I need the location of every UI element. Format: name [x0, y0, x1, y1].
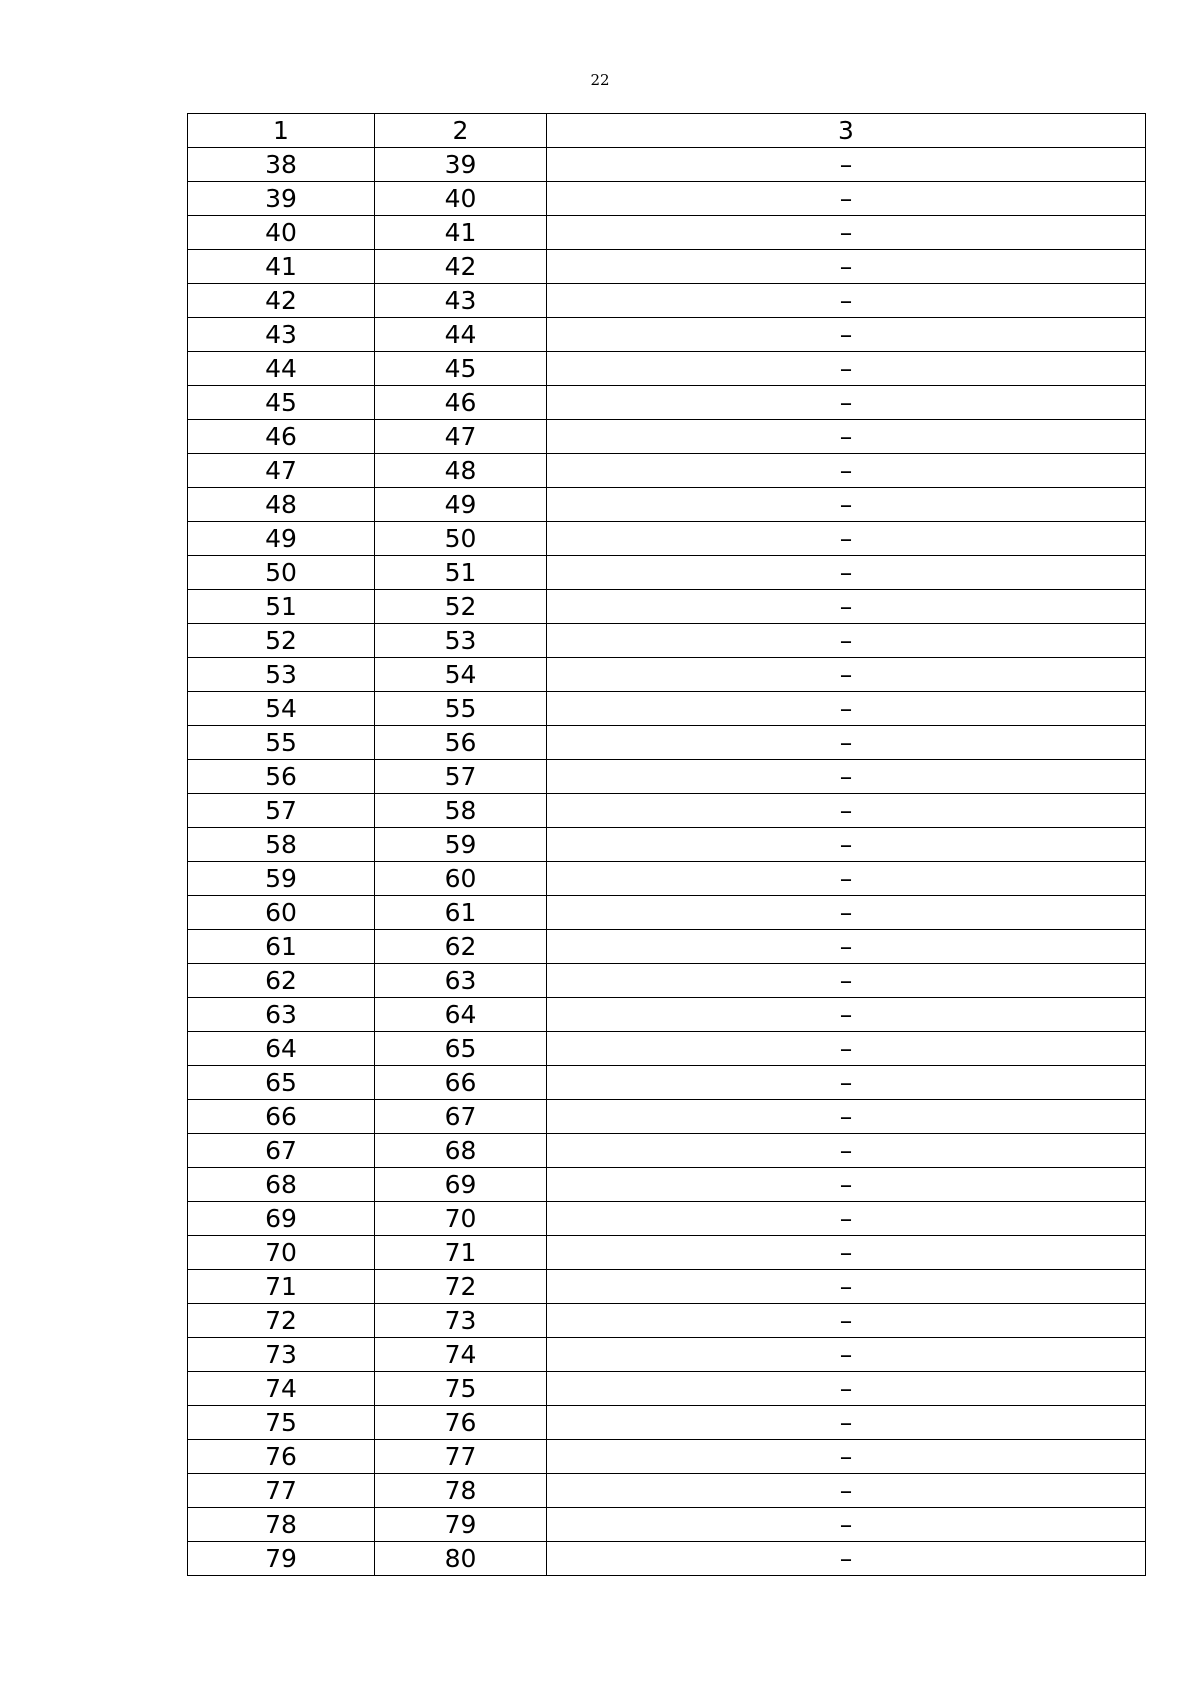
table-cell-col-3: – — [547, 862, 1146, 896]
table-cell-col-2: 64 — [375, 998, 547, 1032]
table-row — [188, 624, 1146, 658]
table-cell-col-2: 42 — [375, 250, 547, 284]
table-row — [188, 454, 1146, 488]
table-cell-col-3: – — [547, 556, 1146, 590]
table-cell-col-2: 72 — [375, 1270, 547, 1304]
table-row — [188, 1542, 1146, 1576]
table-row — [188, 998, 1146, 1032]
table-cell-col-2: 46 — [375, 386, 547, 420]
table-row — [188, 1304, 1146, 1338]
table-header-row — [188, 114, 1146, 148]
table-cell-col-2: 52 — [375, 590, 547, 624]
table-cell-col-1: 48 — [188, 488, 375, 522]
table-row — [188, 522, 1146, 556]
table-row — [188, 1440, 1146, 1474]
table-cell-col-3: – — [547, 1270, 1146, 1304]
table-cell-col-1: 53 — [188, 658, 375, 692]
table-row — [188, 1134, 1146, 1168]
table-row — [188, 1236, 1146, 1270]
table-row — [188, 1066, 1146, 1100]
table-row — [188, 658, 1146, 692]
table-cell-col-3: – — [547, 1508, 1146, 1542]
table-cell-col-1: 51 — [188, 590, 375, 624]
table-cell-col-1: 47 — [188, 454, 375, 488]
table-cell-col-3: – — [547, 1304, 1146, 1338]
table-cell-col-1: 61 — [188, 930, 375, 964]
table-cell-col-2: 71 — [375, 1236, 547, 1270]
table-row — [188, 964, 1146, 998]
table-cell-col-3: – — [547, 1406, 1146, 1440]
table-row — [188, 182, 1146, 216]
table-cell-col-2: 50 — [375, 522, 547, 556]
table-cell-col-3: – — [547, 1066, 1146, 1100]
table-cell-col-3: – — [547, 216, 1146, 250]
table-row — [188, 930, 1146, 964]
column-header-2: 2 — [375, 114, 547, 148]
table-cell-col-3: – — [547, 1100, 1146, 1134]
table-row — [188, 1100, 1146, 1134]
table-cell-col-2: 79 — [375, 1508, 547, 1542]
table-cell-col-3: – — [547, 760, 1146, 794]
table-cell-col-3: – — [547, 590, 1146, 624]
table-cell-col-2: 78 — [375, 1474, 547, 1508]
table-row — [188, 1202, 1146, 1236]
table-cell-col-2: 75 — [375, 1372, 547, 1406]
table-cell-col-3: – — [547, 318, 1146, 352]
table-cell-col-2: 47 — [375, 420, 547, 454]
table-cell-col-3: – — [547, 1372, 1146, 1406]
table-cell-col-3: – — [547, 148, 1146, 182]
table-cell-col-1: 63 — [188, 998, 375, 1032]
table-row — [188, 318, 1146, 352]
table-cell-col-1: 75 — [188, 1406, 375, 1440]
table-cell-col-1: 41 — [188, 250, 375, 284]
table-row — [188, 862, 1146, 896]
table-row — [188, 386, 1146, 420]
table-cell-col-2: 56 — [375, 726, 547, 760]
table-cell-col-2: 66 — [375, 1066, 547, 1100]
table-cell-col-2: 55 — [375, 692, 547, 726]
table-cell-col-1: 73 — [188, 1338, 375, 1372]
table-row — [188, 488, 1146, 522]
table-row — [188, 420, 1146, 454]
table-cell-col-3: – — [547, 1440, 1146, 1474]
table-cell-col-3: – — [547, 930, 1146, 964]
table-cell-col-1: 44 — [188, 352, 375, 386]
table-cell-col-3: – — [547, 488, 1146, 522]
table-cell-col-2: 59 — [375, 828, 547, 862]
table-cell-col-2: 74 — [375, 1338, 547, 1372]
table-cell-col-1: 40 — [188, 216, 375, 250]
table-row — [188, 726, 1146, 760]
table-cell-col-3: – — [547, 284, 1146, 318]
table-cell-col-1: 46 — [188, 420, 375, 454]
table-cell-col-1: 65 — [188, 1066, 375, 1100]
table-row — [188, 1474, 1146, 1508]
table-cell-col-1: 59 — [188, 862, 375, 896]
table-cell-col-2: 48 — [375, 454, 547, 488]
table-cell-col-3: – — [547, 1168, 1146, 1202]
table-cell-col-1: 71 — [188, 1270, 375, 1304]
table-cell-col-2: 68 — [375, 1134, 547, 1168]
table-row — [188, 1508, 1146, 1542]
column-header-1: 1 — [188, 114, 375, 148]
table-cell-col-3: – — [547, 726, 1146, 760]
table-cell-col-3: – — [547, 1202, 1146, 1236]
table-cell-col-2: 61 — [375, 896, 547, 930]
table-cell-col-1: 43 — [188, 318, 375, 352]
table-cell-col-3: – — [547, 794, 1146, 828]
table-cell-col-3: – — [547, 692, 1146, 726]
table-cell-col-2: 63 — [375, 964, 547, 998]
table-cell-col-2: 51 — [375, 556, 547, 590]
table-cell-col-2: 73 — [375, 1304, 547, 1338]
table-cell-col-2: 53 — [375, 624, 547, 658]
table-row — [188, 1372, 1146, 1406]
table-cell-col-2: 49 — [375, 488, 547, 522]
table-cell-col-2: 69 — [375, 1168, 547, 1202]
table-cell-col-3: – — [547, 624, 1146, 658]
table-row — [188, 590, 1146, 624]
table-row — [188, 794, 1146, 828]
table-cell-col-1: 64 — [188, 1032, 375, 1066]
table-cell-col-1: 38 — [188, 148, 375, 182]
table-cell-col-2: 41 — [375, 216, 547, 250]
table-row — [188, 216, 1146, 250]
table-cell-col-3: – — [547, 964, 1146, 998]
table-cell-col-3: – — [547, 454, 1146, 488]
table-row — [188, 692, 1146, 726]
table-cell-col-2: 44 — [375, 318, 547, 352]
table-cell-col-2: 80 — [375, 1542, 547, 1576]
table-body — [188, 114, 1146, 1576]
table-cell-col-2: 77 — [375, 1440, 547, 1474]
table-row — [188, 556, 1146, 590]
table-cell-col-3: – — [547, 386, 1146, 420]
table-row — [188, 1406, 1146, 1440]
table-cell-col-1: 70 — [188, 1236, 375, 1270]
table-cell-col-3: – — [547, 522, 1146, 556]
table-cell-col-3: – — [547, 658, 1146, 692]
table-cell-col-1: 49 — [188, 522, 375, 556]
table-cell-col-2: 39 — [375, 148, 547, 182]
data-table — [187, 113, 1146, 1576]
table-cell-col-1: 74 — [188, 1372, 375, 1406]
table-cell-col-3: – — [547, 1542, 1146, 1576]
table-cell-col-2: 57 — [375, 760, 547, 794]
table-row — [188, 1032, 1146, 1066]
table-cell-col-1: 77 — [188, 1474, 375, 1508]
table-cell-col-3: – — [547, 1236, 1146, 1270]
table-cell-col-2: 43 — [375, 284, 547, 318]
table-cell-col-1: 56 — [188, 760, 375, 794]
table-cell-col-2: 76 — [375, 1406, 547, 1440]
table-cell-col-1: 78 — [188, 1508, 375, 1542]
table-cell-col-2: 70 — [375, 1202, 547, 1236]
table-cell-col-2: 65 — [375, 1032, 547, 1066]
table-cell-col-1: 52 — [188, 624, 375, 658]
table-row — [188, 896, 1146, 930]
table-cell-col-1: 68 — [188, 1168, 375, 1202]
table-cell-col-2: 67 — [375, 1100, 547, 1134]
table-cell-col-1: 55 — [188, 726, 375, 760]
table-cell-col-1: 69 — [188, 1202, 375, 1236]
page-number: 22 — [590, 71, 610, 89]
table-cell-col-3: – — [547, 182, 1146, 216]
table-cell-col-1: 54 — [188, 692, 375, 726]
table-cell-col-1: 45 — [188, 386, 375, 420]
table-row — [188, 284, 1146, 318]
table-cell-col-2: 60 — [375, 862, 547, 896]
table-cell-col-1: 76 — [188, 1440, 375, 1474]
table-cell-col-2: 58 — [375, 794, 547, 828]
table-cell-col-1: 66 — [188, 1100, 375, 1134]
table-cell-col-3: – — [547, 896, 1146, 930]
table-row — [188, 1338, 1146, 1372]
table-cell-col-1: 60 — [188, 896, 375, 930]
table-cell-col-3: – — [547, 250, 1146, 284]
table-cell-col-3: – — [547, 998, 1146, 1032]
table-cell-col-1: 79 — [188, 1542, 375, 1576]
table-row — [188, 250, 1146, 284]
table-cell-col-1: 58 — [188, 828, 375, 862]
table-cell-col-1: 72 — [188, 1304, 375, 1338]
table-cell-col-1: 57 — [188, 794, 375, 828]
table-cell-col-2: 54 — [375, 658, 547, 692]
table-cell-col-2: 45 — [375, 352, 547, 386]
table-cell-col-1: 42 — [188, 284, 375, 318]
table-cell-col-1: 39 — [188, 182, 375, 216]
table-cell-col-1: 67 — [188, 1134, 375, 1168]
table-cell-col-3: – — [547, 1032, 1146, 1066]
table-cell-col-3: – — [547, 1134, 1146, 1168]
table-cell-col-3: – — [547, 828, 1146, 862]
table-cell-col-3: – — [547, 1338, 1146, 1372]
column-header-3: 3 — [547, 114, 1146, 148]
table-cell-col-1: 62 — [188, 964, 375, 998]
table-row — [188, 352, 1146, 386]
table-row — [188, 828, 1146, 862]
table-cell-col-2: 62 — [375, 930, 547, 964]
table-row — [188, 1168, 1146, 1202]
table-cell-col-3: – — [547, 420, 1146, 454]
table-cell-col-3: – — [547, 352, 1146, 386]
table-cell-col-3: – — [547, 1474, 1146, 1508]
table-row — [188, 760, 1146, 794]
table-row — [188, 1270, 1146, 1304]
table-cell-col-1: 50 — [188, 556, 375, 590]
table-row — [188, 148, 1146, 182]
table-cell-col-2: 40 — [375, 182, 547, 216]
